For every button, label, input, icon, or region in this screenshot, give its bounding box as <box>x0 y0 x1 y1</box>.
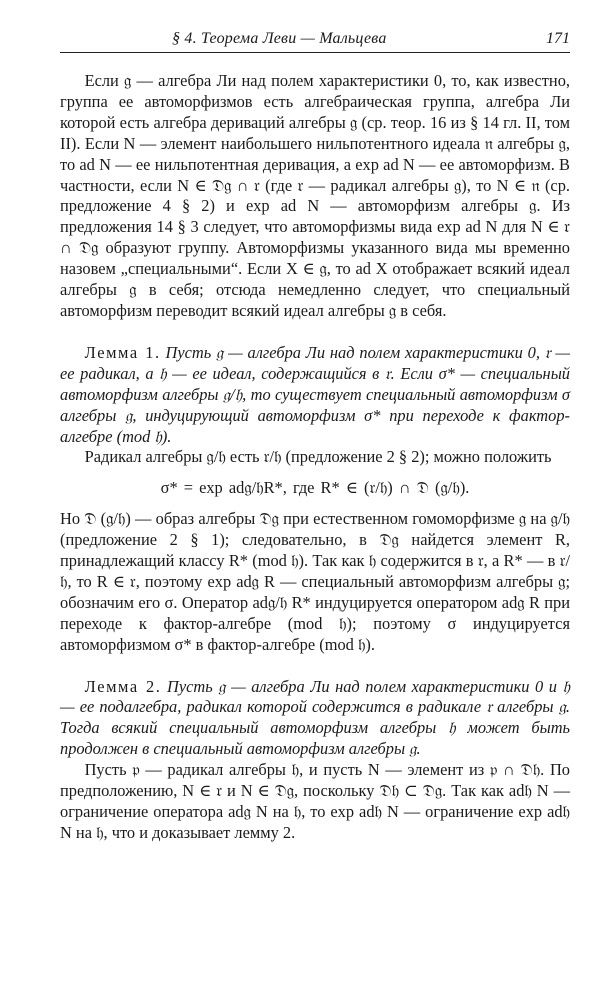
formula-sigma-star: σ* = exp ad𝔤/𝔥R*, где R* ∈ (𝔯/𝔥) ∩ 𝔇 (𝔤/𝔥). <box>160 478 470 498</box>
lemma-1-proof-intro: Радикал алгебры 𝔤/𝔥 есть 𝔯/𝔥 (предложение 2 § 2); можно положить <box>84 447 552 467</box>
lemma-1-label: Лемма 1. <box>84 342 161 362</box>
paragraph-special-automorphisms: Если 𝔤 — алгебра Ли над полем характеристики 0, то, как известно, группа ее автоморфизмов есть алгебраическая группа, алгебра Ли которой есть алгебра дериваций алгебры 𝔤 (ср. теор. 16 из § 14 гл. II, том II). Если N — элемент наибольшего нильпотентного идеала 𝔫 алгебры 𝔤, то ad N — ее нильпотентная деривация, а exp ad N — ее автоморфизм. В частности, если N ∈ 𝔇𝔤 ∩ 𝔯 (где 𝔯 — радикал алгебры 𝔤), то N ∈ 𝔫 (ср. предложение 4 § 2) и exp ad N — автоморфизм алгебры 𝔤. Из предложения 14 § 3 следует, что автоморфизмы вида exp ad N для N ∈ 𝔯 ∩ 𝔇𝔤 образуют группу. Автоморфизмы указанного вида мы временно назовем „специальными“. Если X ∈ 𝔤, то ad X отображает всякий идеал алгебры 𝔤 в себя; отсюда немедленно следует, что специальный автоморфизм переводит всякий идеал алгебры 𝔤 в себя. <box>60 71 570 320</box>
section-title: § 4. Теорема Леви — Мальцева <box>172 30 387 47</box>
lemma-1-statement: Пусть 𝔤 — алгебра Ли над полем характеристики 0, 𝔯 — ее радикал, а 𝔥 — ее идеал, содержащийся в 𝔯. Если σ* — специальный автоморфизм алгебры 𝔤/𝔥, то существует специальный автоморфизм σ алгебры 𝔤, индуцирующий автоморфизм σ* при переходе к фактор-алгебре (mod 𝔥). <box>60 342 570 446</box>
lemma-2 <box>60 677 570 761</box>
page-body <box>60 71 570 844</box>
lemma-2-label: Лемма 2. <box>84 676 162 696</box>
lemma-1-proof: Но 𝔇 (𝔤/𝔥) — образ алгебры 𝔇𝔤 при естественном гомоморфизме 𝔤 на 𝔤/𝔥 (предложение 2 § 1); следовательно, в 𝔇𝔤 найдется элемент R, принадлежащий классу R* (mod 𝔥). Так как 𝔥 содержится в 𝔯, а R* — в 𝔯/𝔥, то R ∈ 𝔯, поэтому exp ad𝔤 R — специальный автоморфизм алгебры 𝔤; обозначим его σ. Оператор ad𝔤/𝔥 R* индуцируется оператором ad𝔤 R при переходе к фактор-алгебре (mod 𝔥); поэтому σ индуцируется автоморфизмом σ* в фактор-алгебре (mod 𝔥). <box>60 509 570 654</box>
page-number: 171 <box>546 30 570 47</box>
running-head <box>60 26 570 53</box>
lemma-2-proof: Пусть 𝔭 — радикал алгебры 𝔥, и пусть N — элемент из 𝔭 ∩ 𝔇𝔥. По предположению, N ∈ 𝔯 и N ∈ 𝔇𝔤, поскольку 𝔇𝔥 ⊂ 𝔇𝔤. Так как ad𝔥 N — ограничение оператора ad𝔤 N на 𝔥, то exp ad𝔥 N — ограничение exp ad𝔥 N на 𝔥, что и доказывает лемму 2. <box>60 760 570 842</box>
lemma-1 <box>60 343 570 448</box>
book-page <box>60 26 570 844</box>
lemma-2-statement: Пусть 𝔤 — алгебра Ли над полем характеристики 0 и 𝔥 — ее подалгебра, радикал которой содержится в радикале 𝔯 алгебры 𝔤. Тогда всякий специальный автоморфизм алгебры 𝔥 может быть продолжен в специальный автоморфизм алгебры 𝔤. <box>60 676 570 759</box>
